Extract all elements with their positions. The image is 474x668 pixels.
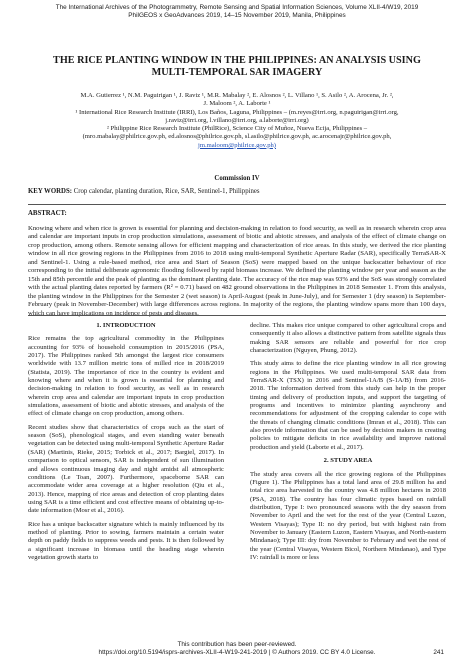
affiliation-1-line2: j.raviz@irri.org, l.villano@irri.org, a.laborte@irri.org): [165, 116, 309, 124]
journal-header: [30, 4, 444, 20]
intro-paragraph-4: decline. This makes rice unique compared to other agricultural crops and consequently it also allows a distinctive pattern from satellite signals thus making SAR sensors are reliable and powerful for rice crop characterization (Nguyen, Phung, 2012).: [250, 322, 446, 355]
intro-paragraph-5: This study aims to define the rice planting window in all rice growing regions in the Philippines. We used multi-temporal SAR data from TerraSAR-X (TSX) in 2016 and Sentinel-1A/B (S-1A/B) from 2016-2018. The information derived from this study can help in the proper timing and delivery of production inputs, and support the targeting of programs and incentives to minimize planting asynchrony and recommendations for adjustment of the cropping calendar to cope with the threats of changing climatic conditions (Imran et al., 2018). This can also provide information that can be used by decision makers in creating policies to mitigate deficits in rice availability and improve national production and yield (Laborte et al., 2017).: [250, 360, 446, 451]
affiliation-2-email-link[interactable]: jm.maloom@philrice.gov.ph): [198, 141, 276, 149]
abstract-heading: ABSTRACT:: [28, 210, 67, 217]
divider-bottom: [28, 315, 446, 316]
right-column: [250, 322, 446, 567]
paper-title: [30, 55, 444, 79]
author-list-line1: M.A. Gutierrez ¹, N.M. Paguirigan ¹, J. Raviz ¹, M.R. Mabalay ², E. Alosnos ², L. Villano ¹, S. Asilo ², A. Arocena, Jr. ²,: [80, 92, 394, 99]
divider-top: [28, 204, 446, 205]
keywords-line: [28, 188, 446, 195]
author-block: [40, 92, 434, 150]
doi-license-link[interactable]: https://doi.org/10.5194/isprs-archives-XLII-4-W19-241-2019 | © Authors 2019. CC BY 4.0 License.: [98, 649, 376, 657]
affiliation-2-line2: (mro.mabalay@philrice.gov.ph, ed.alosnos@philrice.gov.ph, sl.asilo@philrice.gov.ph, ac.arocenajr@philrice.gov.ph,: [82, 133, 392, 141]
affiliation-2-line1: ² Philippine Rice Research Institute (PhilRice), Science City of Muñoz, Nueva Ecija, Philippines –: [106, 125, 368, 133]
intro-paragraph-1: Rice remains the top agricultural commodity in the Philippines accounting for 93% of household consumption in 2015/2016 (PSA, 2017). The Philippines ranked 5th amongst the largest rice consumers worldwide with 13.7 million metric tons of milled rice in 2018/2019 (Statista, 2019). The importance of rice in the country is evident and knowing where and when it is grown is essential for planning and decision-making in relation to food security, as well as in research wherein crop area and calendar are important inputs in crop production simulations, assessment of biotic and abiotic stresses, and analysis of the effect of climate change on crop production, among others.: [28, 335, 224, 418]
left-column: [28, 322, 224, 567]
section-introduction-heading: 1. INTRODUCTION: [96, 322, 156, 329]
page-footer: [30, 641, 444, 657]
page-number: 241: [433, 649, 444, 656]
journal-header-line1: The International Archives of the Photogrammetry, Remote Sensing and Spatial Information Sciences, Volume XLII-4/W19, 2019: [55, 4, 419, 11]
abstract-text: Knowing where and when rice is grown is essential for planning and decision-making in relation to food security, as well as in research wherein crop area and calendar are important inputs in crop production simulations, assessment of biotic and abiotic stresses, and analysis of the effect of climate change on crop production, among others. Remote sensing allows for efficient mapping and characterization of rice areas. In this study, we derived the rice planting window in all rice growing regions in the Philippines from 2016 to 2018 using multi-temporal Synthetic Aperture Radar (SAR), specifically TerraSAR-X and Sentinel-1. Using a rule-based method, rice area and Start of Season (SoS) were mapped based on the unique backscatter behaviour of rice corresponding to the initial deliberate agronomic flooding followed by rapid biomass increase. We defined the planting window per year and season as the 15th and 85th percentile and the peak of planting as the dominant planting date. The accuracy of the rice map was 93% and the SoS was strongly correlated with the actual planting dates reported by farmers (R² = 0.71) based on 482 ground observations in the Philippines in 2018 Semester 1. From this analysis, the planting window in the Philippines for the Semester 2 (wet season) is April-August (peak in June-July), and for Semester 1 (dry season) is September-February (peak in November-December) with large differences across regions. In majority of the regions, the planting window spans more than 100 days, which can have implications on incidence of pests and diseases.: [28, 225, 446, 317]
intro-paragraph-3: Rice has a unique backscatter signature which is mainly influenced by its method of planting. Prior to sowing, farmers maintain a certain water depth on paddy fields to suppress weeds and pests. It is then followed by a significant increase in biomass until the heading stage wherein vegetation growth starts to: [28, 520, 224, 561]
affiliation-1-line1: ¹ International Rice Research Institute (IRRI), Los Baños, Laguna, Philippines – (m.reyes@irri.org, n.paguirigan@irri.org,: [75, 108, 399, 116]
commission-label: Commission IV: [214, 175, 260, 182]
author-list-line2: J. Maloom ², A. Laborte ¹: [203, 100, 271, 108]
paper-title-line2: MULTI-TEMPORAL SAR IMAGERY: [151, 67, 323, 78]
section-study-area-heading: 2. STUDY AREA: [323, 457, 373, 465]
keywords-label: KEY WORDS:: [28, 188, 72, 195]
journal-header-line2: PhilGEOS x GeoAdvances 2019, 14–15 November 2019, Manila, Philippines: [128, 12, 346, 20]
keywords-text: Crop calendar, planting duration, Rice, SAR, Sentinel-1, Philippines: [72, 188, 260, 195]
peer-review-note: This contribution has been peer-reviewed.: [177, 641, 297, 648]
study-area-paragraph-1: The study area covers all the rice growing regions of the Philippines (Figure 1). The Philippines has a total land area of 29.8 million ha and total rice area harvested in the country was 4.8 million hectares in 2018 (PSA, 2018). The country has four climatic types based on rainfall distribution, Type I: two pronounced seasons with the dry season from November to April and the wet for the rest of the year (Central Luzon, Western Visayas); Type II: no dry period, but with highest rain from November to January (Eastern Luzon, Eastern Visayas, and North-eastern Mindanao); Type III: dry from November to February and wet the rest of the year (Central Visayas, Western Bicol, Northern Mindanao), and Type IV: rainfall is more or less: [250, 470, 446, 561]
intro-paragraph-2: Recent studies show that characteristics of crops such as the start of season (SoS), phenological stages, and even standing water beneath vegetation can be detected using multi-temporal Synthetic Aperture Radar (SAR) (Martinis, Rieke, 2015; Torbick et al., 2017; Bargiel, 2017). In comparison to optical sensors, SAR is independent of sun illumination and allows continuous imaging day and night amidst all atmospheric conditions (Le Toan, 2007). Furthermore, spaceborne SAR can accommodate wider area coverage at a higher resolution (Qiu et al., 2013). Hence, mapping of rice areas and detection of crop planting dates using SAR is a time efficient and cost effective means of obtaining up-to-date information (Mosr et al., 2016).: [28, 423, 224, 515]
paper-title-line1: THE RICE PLANTING WINDOW IN THE PHILIPPINES: AN ANALYSIS USING: [53, 55, 421, 66]
